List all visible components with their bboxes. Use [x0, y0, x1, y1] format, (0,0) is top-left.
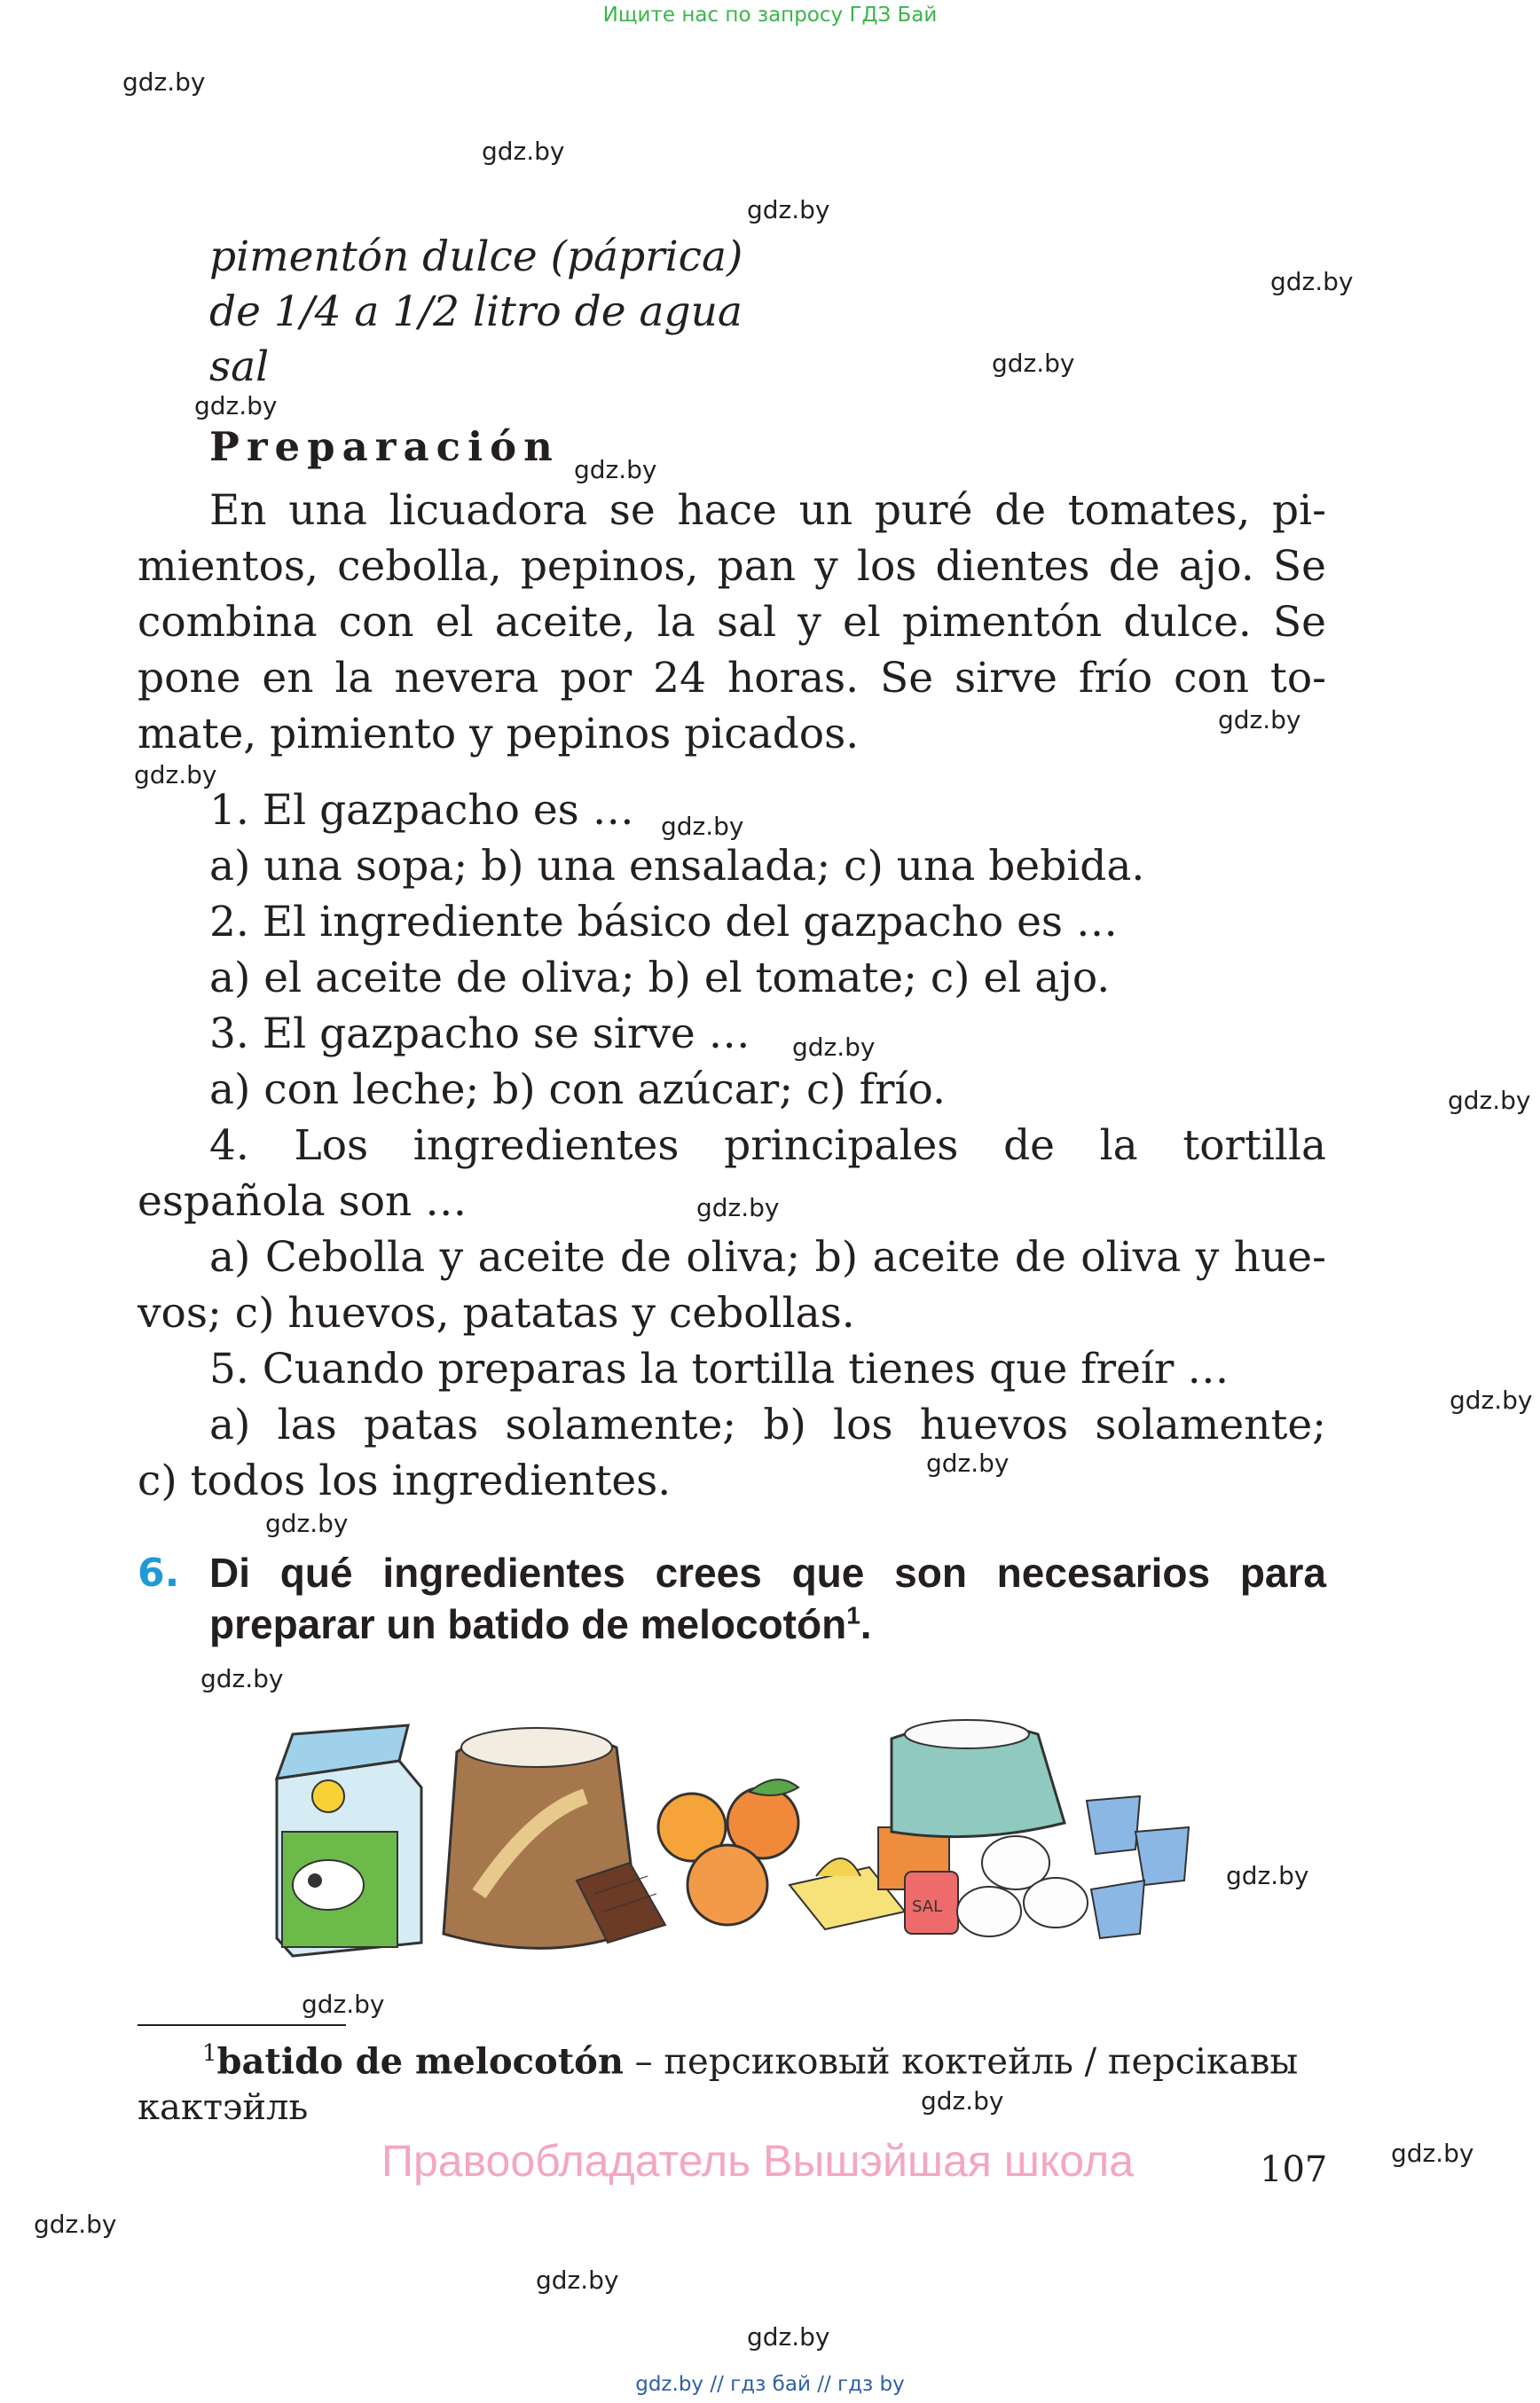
bottom-banner: gdz.by // гдз бай // гдз by — [635, 2373, 905, 2396]
top-banner: Ищите нас по запросу ГДЗ Бай — [602, 4, 938, 27]
eggs-icon — [957, 1836, 1088, 1936]
question: 1. El gazpacho es … — [209, 786, 634, 835]
preparation-line: combina con el aceite, la sal y el pimentón dulce. Se — [138, 598, 1326, 647]
footnote: $^1$batido de melocotón – персиковый коктейль / персікавы — [202, 2040, 1299, 2083]
watermark: gdz.by — [1391, 2139, 1474, 2168]
question: española son … — [138, 1177, 468, 1226]
preparation-line: En una licuadora se hace un puré de tomates, pi- — [209, 486, 1326, 535]
watermark: gdz.by — [747, 195, 830, 224]
watermark: gdz.by — [122, 67, 206, 97]
watermark: gdz.by — [792, 1033, 876, 1062]
preparation-heading: Preparación — [209, 423, 560, 470]
watermark: gdz.by — [265, 1509, 349, 1538]
ingredient-line: sal — [209, 342, 270, 391]
watermark: gdz.by — [574, 455, 657, 484]
question: 2. El ingrediente básico del gazpacho es … — [209, 898, 1118, 946]
watermark: gdz.by — [747, 2322, 830, 2352]
salt-jar-icon — [905, 1872, 958, 1934]
watermark: gdz.by — [1218, 705, 1301, 734]
task-number: 6. — [138, 1551, 180, 1596]
ingredient-line: pimentón dulce (páprica) — [209, 232, 743, 281]
watermark: gdz.by — [482, 137, 565, 166]
watermark: gdz.by — [926, 1449, 1010, 1478]
answer-options: a) el aceite de oliva; b) el tomate; c) el ajo. — [209, 954, 1111, 1002]
ingredients-illustration — [266, 1699, 1242, 1974]
question: 4. Los ingredientes principales de la tortilla — [209, 1121, 1326, 1170]
watermark: gdz.by — [992, 349, 1075, 378]
peach-icon — [658, 1779, 798, 1925]
task-instruction: Di qué ingredientes crees que son necesarios para — [209, 1550, 1326, 1596]
watermark: gdz.by — [696, 1193, 780, 1222]
preparation-line: mate, pimiento y pepinos picados. — [138, 710, 860, 758]
page-number: 107 — [1260, 2149, 1328, 2190]
watermark: gdz.by — [921, 2086, 1004, 2116]
milk-carton-icon — [277, 1725, 421, 1956]
watermark: gdz.by — [302, 1990, 385, 2019]
answer-options: a) con leche; b) con azúcar; c) frío. — [209, 1065, 946, 1114]
question: 5. Cuando preparas la tortilla tienes que freír … — [209, 1345, 1230, 1394]
svg-text:SAL: SAL — [912, 1897, 943, 1916]
footnote-continuation: кактэйль — [138, 2087, 309, 2128]
answer-options: a) Cebolla y aceite de oliva; b) aceite de oliva y hue- — [209, 1233, 1326, 1282]
watermark: gdz.by — [134, 760, 217, 789]
ingredient-line: de 1/4 a 1/2 litro de agua — [209, 287, 742, 336]
watermark: gdz.by — [1270, 267, 1354, 296]
answer-options: vos; c) huevos, patatas y cebollas. — [138, 1289, 855, 1338]
answer-options: a) las patas solamente; b) los huevos solamente; — [209, 1401, 1326, 1449]
sugar-sack-icon — [892, 1720, 1065, 1837]
footnote-rule — [138, 2024, 346, 2026]
answer-options: a) una sopa; b) una ensalada; c) una bebida. — [209, 842, 1145, 891]
answer-options: c) todos los ingredientes. — [138, 1457, 672, 1505]
question: 3. El gazpacho se sirve … — [209, 1009, 750, 1058]
task-instruction-line2: preparar un batido de melocotón$^1$. — [209, 1601, 872, 1647]
watermark: gdz.by — [194, 391, 278, 420]
yogurt-cups-icon — [1087, 1796, 1189, 1938]
watermark: gdz.by — [1450, 1386, 1533, 1415]
watermark: gdz.by — [1448, 1086, 1531, 1115]
copyright-owner: Правообладатель Вышэйшая школа — [381, 2136, 1134, 2186]
preparation-line: pone en la nevera por 24 horas. Se sirve frío con to- — [138, 654, 1326, 703]
preparation-line: mientos, cebolla, pepinos, pan y los dientes de ajo. Se — [138, 542, 1326, 591]
watermark: gdz.by — [536, 2266, 619, 2295]
watermark: gdz.by — [1226, 1861, 1309, 1890]
watermark: gdz.by — [200, 1664, 284, 1693]
watermark: gdz.by — [661, 812, 744, 841]
watermark: gdz.by — [34, 2210, 117, 2239]
